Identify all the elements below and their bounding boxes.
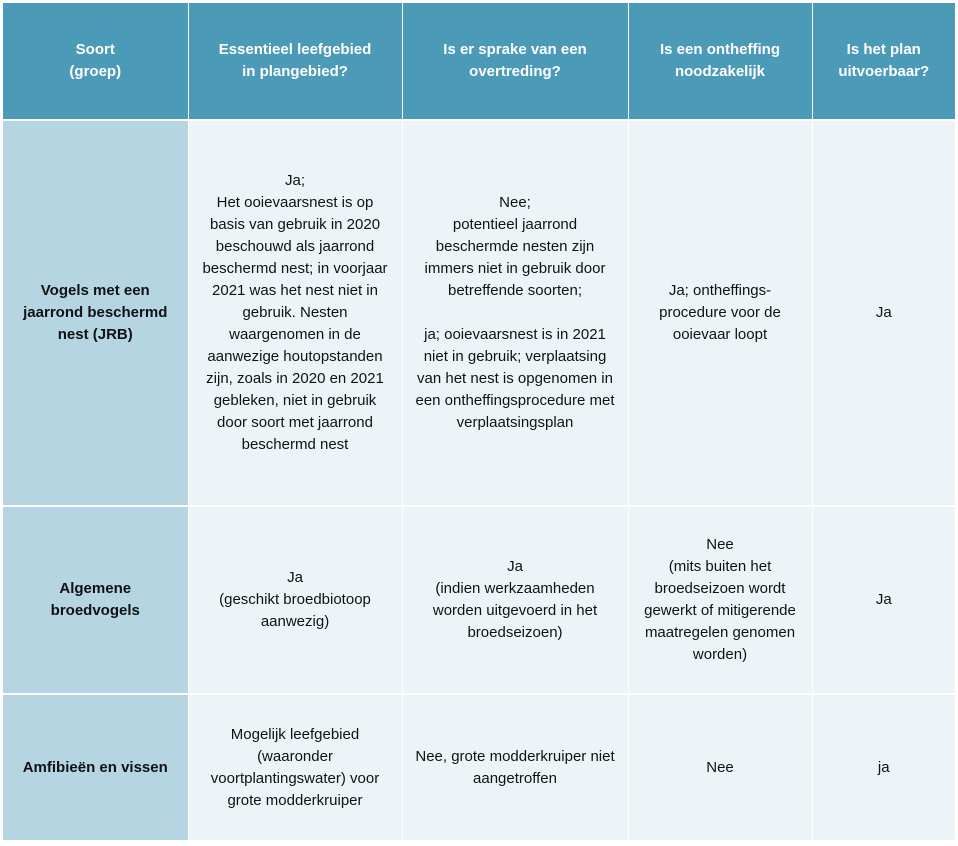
cell-overtreding (402, 120, 628, 506)
header-leefgebied (188, 3, 402, 120)
header-ontheffing-text: Is een ontheffing noodzakelijk (660, 41, 780, 80)
cell-overtreding (402, 506, 628, 694)
table-row (3, 694, 955, 840)
cell-overtreding (402, 694, 628, 840)
cell-leefgebied (188, 120, 402, 506)
cell-soort (3, 694, 188, 840)
cell-soort (3, 506, 188, 694)
header-uitvoerbaar-text: Is het plan uitvoerbaar? (838, 41, 930, 80)
cell-leefgebied-text: Mogelijk leefgebied (waaronder voortplantingswater) voor grote modderkruiper (210, 725, 380, 809)
paragraph-gap (415, 302, 616, 324)
header-ontheffing (628, 3, 812, 120)
header-soort-text: Soort (groep) (69, 41, 122, 80)
cell-leefgebied (188, 506, 402, 694)
cell-ontheffing (628, 120, 812, 506)
table-row (3, 506, 955, 694)
cell-soort-text: Algemene broedvogels (50, 580, 140, 619)
cell-overtreding-text-2: ja; ooievaarsnest is in 2021 niet in gebruik; verplaatsing van het nest is opgenomen in een ontheffingsprocedure met verplaatsingsplan (415, 326, 615, 431)
cell-ontheffing (628, 694, 812, 840)
cell-soort-text: Vogels met een jaarrond beschermd nest (JRB) (23, 282, 168, 343)
cell-uitvoerbaar (812, 120, 955, 506)
cell-leefgebied-text: Ja (geschikt broedbiotoop aanwezig) (219, 569, 371, 630)
cell-ontheffing (628, 506, 812, 694)
cell-ontheffing-text: Ja; ontheffings- procedure voor de ooievaar loopt (659, 282, 781, 343)
cell-overtreding-text: Ja (indien werkzaamheden worden uitgevoerd in het broedseizoen) (432, 558, 598, 641)
cell-uitvoerbaar-text: Ja (875, 304, 892, 321)
cell-leefgebied (188, 694, 402, 840)
cell-overtreding-text-1: Nee; potentieel jaarrond beschermde nesten zijn immers niet in gebruik door betreffende soorten; (424, 194, 606, 299)
header-row (3, 3, 955, 120)
header-soort (3, 3, 188, 120)
cell-soort-text: Amfibieën en vissen (22, 758, 168, 776)
header-uitvoerbaar (812, 3, 955, 120)
species-assessment-table (3, 3, 955, 840)
cell-ontheffing-text: Nee (mits buiten het broedseizoen wordt gewerkt of mitigerende maatregelen genomen worden) (644, 536, 796, 663)
cell-uitvoerbaar-text: ja (877, 758, 890, 776)
cell-uitvoerbaar-text: Ja (875, 591, 892, 608)
cell-ontheffing-text: Nee (706, 758, 734, 776)
cell-overtreding-text: Nee, grote modderkruiper niet aangetroffen (415, 747, 615, 787)
cell-uitvoerbaar (812, 694, 955, 840)
cell-uitvoerbaar (812, 506, 955, 694)
header-overtreding (402, 3, 628, 120)
header-leefgebied-text: Essentieel leefgebied in plangebied? (218, 41, 372, 80)
cell-leefgebied-text: Ja; Het ooievaarsnest is op basis van gebruik in 2020 beschouwd als jaarrond beschermd nest; in voorjaar 2021 was het nest niet in gebruik. Nesten waargenomen in de aanwezige houtopstanden zijn, zoals in 2020 en 2021 gebleken, niet in gebruik door soort met jaarrond beschermd nest (202, 172, 388, 453)
species-assessment-table-container (3, 3, 955, 840)
header-overtreding-text: Is er sprake van een overtreding? (443, 41, 587, 80)
cell-soort (3, 120, 188, 506)
table-row (3, 120, 955, 506)
